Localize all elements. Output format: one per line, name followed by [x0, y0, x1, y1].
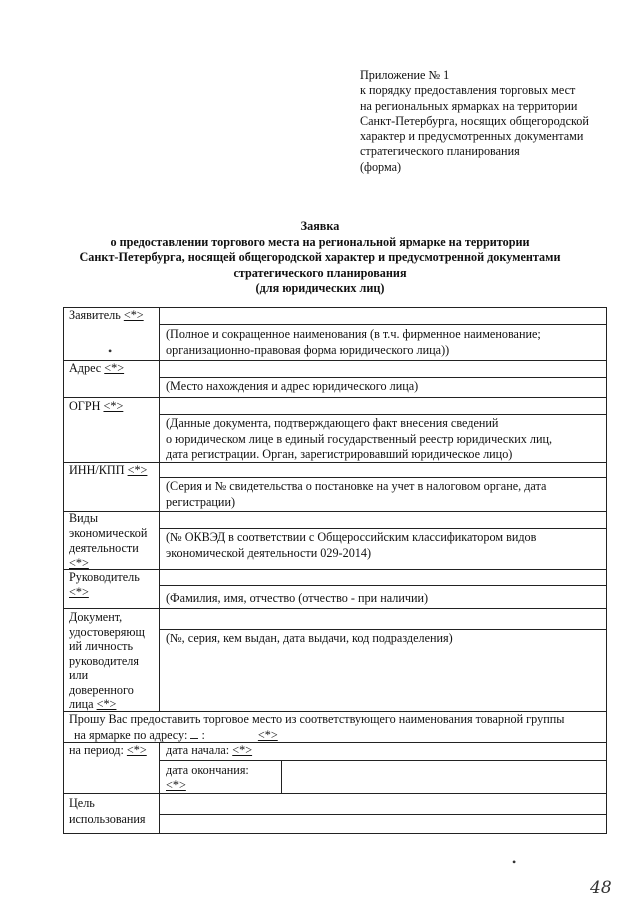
- title-line: (для юридических лиц): [255, 281, 385, 295]
- applicant-hint: (Полное и сокращенное наименования (в т.ч. фирменное наименование; организационно-правовая форма юридического лица)): [166, 327, 541, 357]
- appendix-line: к порядку предоставления торговых мест: [360, 83, 576, 98]
- document-label: Документ, удостоверяющ ий личность руководителя или доверенного лица <*>: [69, 610, 145, 711]
- title-line: Заявка: [300, 219, 340, 233]
- appendix-line: Приложение № 1: [360, 68, 450, 82]
- title-line: о предоставлении торгового места на региональной ярмарке на территории: [110, 234, 530, 249]
- appendix-line: (форма): [360, 159, 402, 174]
- inn-kpp-label: ИНН/КПП <*>: [69, 463, 148, 477]
- document-title: [0, 219, 640, 297]
- scan-dot: •: [512, 855, 517, 869]
- appendix-line: характер и предусмотренных документами: [360, 129, 584, 144]
- applicant-label: Заявитель <*>: [69, 308, 144, 322]
- appendix-line: на региональных ярмарках на территории: [360, 98, 578, 113]
- activity-hint: (№ ОКВЭД в соответствии с Общероссийским классификатором видов экономической деятельности 029-2014): [166, 530, 537, 560]
- start-date-label: дата начала: <*>: [166, 743, 253, 757]
- application-form-table: [63, 307, 607, 834]
- scan-dot: •: [108, 344, 113, 358]
- document-hint: (№, серия, кем выдан, дата выдачи, код подразделения): [166, 631, 453, 645]
- address-hint: (Место нахождения и адрес юридического лица): [166, 379, 419, 393]
- period-label: на период: <*>: [69, 743, 147, 757]
- head-hint: (Фамилия, имя, отчество (отчество - при наличии): [166, 591, 429, 605]
- title-line: стратегического планирования: [233, 265, 407, 280]
- ogrn-hint: (Данные документа, подтверждающего факт внесения сведений о юридическом лице в единый государственный реестр юридических лиц, дата регистрации. Орган, зарегистрировавший юридическое лицо): [166, 416, 553, 461]
- page-number: 48: [590, 878, 612, 898]
- head-label: Руководитель <*>: [69, 570, 140, 599]
- appendix-line: стратегического планирования: [360, 144, 520, 159]
- request-text: Прошу Вас предоставить торговое место из соответствующего наименования товарной группы на ярмарке по адресу: : <*>: [69, 712, 565, 742]
- end-date-label: дата окончания: <*>: [166, 763, 249, 792]
- appendix-header: [360, 68, 630, 175]
- ogrn-label: ОГРН <*>: [69, 399, 124, 413]
- inn-kpp-hint: (Серия и № свидетельства о постановке на учет в налоговом органе, дата регистрации): [166, 479, 547, 509]
- address-label: Адрес <*>: [69, 361, 125, 375]
- title-line: Санкт-Петербурга, носящей общегородской характер и предусмотренной документами: [79, 250, 561, 264]
- appendix-line: Санкт-Петербурга, носящих общегородской: [360, 113, 589, 128]
- activity-label: Виды экономической деятельности <*>: [69, 511, 148, 570]
- purpose-label: Цель использования: [69, 796, 146, 826]
